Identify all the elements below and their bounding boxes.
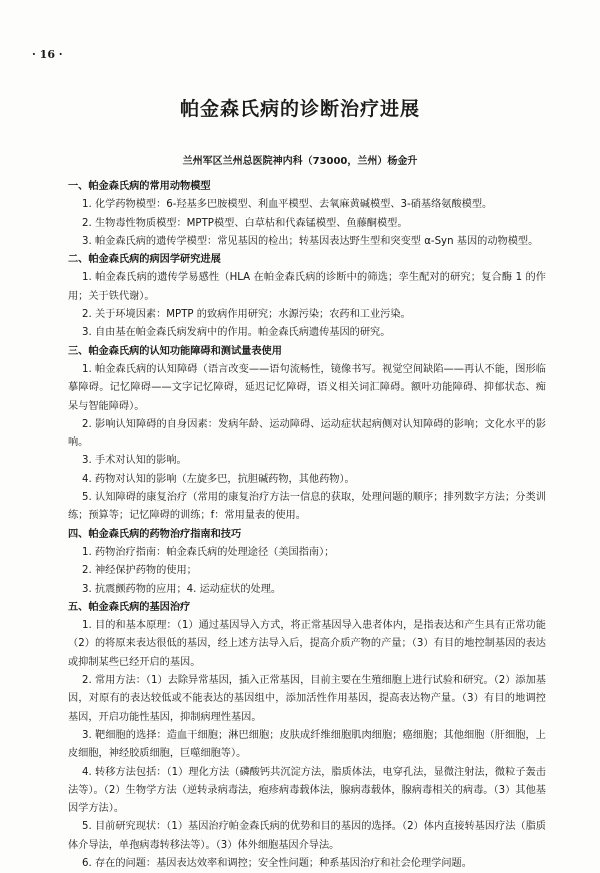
list-item: 3. 自由基在帕金森氏病发病中的作用。帕金森氏病遗传基因的研究。 — [82, 327, 391, 339]
section-heading: 三、帕金森氏病的认知功能障碍和测试量表使用 — [68, 345, 282, 357]
list-item: 2. 生物毒性物质模型：MPTP模型、白草枯和代森锰模型、鱼藤酮模型。 — [82, 217, 408, 229]
list-item: 5. 认知障碍的康复治疗（常用的康复治疗方法一信息的获取，处理问题的顺序；排列数字方法；分类训练；预算等；记忆障碍的训练；f：常用量表的使用。 — [68, 492, 546, 522]
list-item: 6. 存在的问题：基因表达效率和调控；安全性问题；种系基因治疗和社会伦理学问题。 — [82, 857, 472, 869]
section-heading: 二、帕金森氏病的病因学研究进展 — [68, 254, 221, 266]
list-item: 2. 常用方法：（1）去除异常基因，插入正常基因，目前主要在生殖细胞上进行试验和研究。（2）添加基因，对原有的表达较低或不能表达的基因组中，添加活性作用基因，提高表达物产量。（3）有目的地调控基因，开启功能性基因，抑制病理性基因。 — [68, 675, 546, 723]
list-item: 1. 药物治疗指南：帕金森氏病的处理途径（美国指南）； — [82, 546, 335, 558]
article-body — [68, 178, 546, 873]
list-item: 1. 化学药物模型：6-羟基多巴胺模型、利血平模型、去氧麻黄碱模型、3-硝基络氨酸模型。 — [82, 199, 493, 211]
section-heading: 一、帕金森氏病的常用动物模型 — [68, 181, 211, 192]
list-item: 1. 帕金森氏病的认知障碍（语言改变——语句流畅性，镜像书写。视觉空间缺陷——再认不能，图形临摹障碍。记忆障碍——文字记忆障碍，延迟记忆障碍，语义相关词汇障碍。额叶功能障碍、抑郁状态、痴呆与智能障碍）。 — [68, 363, 546, 412]
list-item: 2. 关于环境因素：MPTP 的致病作用研究；水源污染；农药和工业污染。 — [82, 309, 411, 321]
list-item: 2. 神经保护药物的使用； — [82, 565, 197, 577]
list-item: 1. 目的和基本原理：（1）通过基因导入方式，将正常基因导入患者体内，是指表达和产生具有正常功能（2）的将原来表达很低的基因，经上述方法导入后，提高介质产物的产量；（3）有目的地控制基因的表达或抑制某些已经开启的基因。 — [68, 620, 546, 668]
list-item: 3. 抗震颤药物的应用；4. 运动症状的处理。 — [82, 583, 282, 595]
article-title: 帕金森氏病的诊断治疗进展 — [179, 98, 420, 120]
list-item: 4. 药物对认知的影响（左旋多巴，抗胆碱药物，其他药物）。 — [82, 473, 355, 485]
list-item: 4. 转移方法包括：（1）理化方法（磷酸钙共沉淀方法，脂质体法，电穿孔法，显微注射法，微粒子轰击法等）。（2）生物学方法（逆转录病毒法，疱疹病毒载体法，腺病毒载体，腺病毒相关的病毒。（3）其他基因学方法）。 — [68, 766, 546, 815]
list-item: 5. 目前研究现状：（1）基因治疗帕金森氏病的优势和目的基因的选择。（2）体内直接转基因疗法（脂质体介导法，单孢病毒转移法等）。（3）体外细胞基因介导法。 — [68, 821, 546, 851]
list-item: 3. 帕金森氏病的遗传学模型：常见基因的检出；转基因表达野生型和突变型 α-Syn 基因的动物模型。 — [82, 235, 539, 247]
list-item: 2. 影响认知障碍的自身因素：发病年龄、运动障碍、运动症状起病侧对认知障碍的影响；文化水平的影响。 — [68, 418, 546, 449]
list-item: 1. 帕金森氏病的遗传学易感性（HLA 在帕金森氏病的诊断中的筛选；孪生配对的研究；复合酶 1 的作用；关于铁代谢）。 — [68, 272, 546, 302]
section-heading: 五、帕金森氏病的基因治疗 — [68, 601, 191, 613]
list-item: 3. 手术对认知的影响。 — [82, 455, 187, 467]
list-item: 3. 靶细胞的选择：造血干细胞；淋巴细胞；皮肤成纤维细胞肌肉细胞；癌细胞；其他细胞（肝细胞，上皮细胞，神经胶质细胞，巨噬细胞等）。 — [68, 729, 546, 760]
page-number: · 16 · — [32, 48, 63, 61]
author-affiliation: 兰州军区兰州总医院神内科（73000，兰州）杨金升 — [182, 156, 418, 167]
section-heading: 四、帕金森氏病的药物治疗指南和技巧 — [68, 528, 242, 540]
